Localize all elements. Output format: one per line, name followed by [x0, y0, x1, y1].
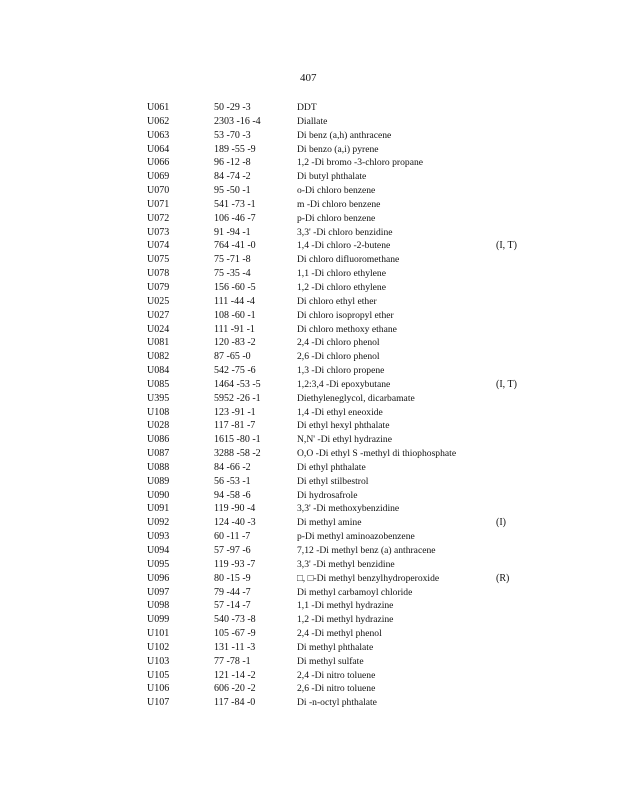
table-row	[147, 184, 547, 198]
substance-name: 3,3' -Di chloro benzidine	[297, 226, 393, 238]
waste-code: U086	[147, 434, 170, 446]
table-row	[147, 530, 547, 544]
waste-code: U082	[147, 351, 170, 363]
substance-name: 2,6 -Di chloro phenol	[297, 351, 380, 363]
waste-code: U106	[147, 683, 170, 695]
table-row	[147, 516, 547, 530]
waste-code: U395	[147, 392, 170, 404]
cas-number: 606 -20 -2	[214, 683, 256, 695]
substance-name: 2,4 -Di methyl phenol	[297, 628, 382, 640]
waste-code: U064	[147, 143, 170, 155]
substance-name: Di benzo (a,i) pyrene	[297, 143, 379, 155]
substance-name: Di ethyl stilbestrol	[297, 475, 369, 487]
waste-code: U102	[147, 641, 170, 653]
substance-name: Di hydrosafrole	[297, 489, 358, 501]
substance-name: 1,2 -Di methyl hydrazine	[297, 614, 394, 626]
waste-code: U098	[147, 600, 170, 612]
cas-number: 56 -53 -1	[214, 475, 251, 487]
table-row	[147, 129, 547, 143]
cas-number: 124 -40 -3	[214, 517, 256, 529]
cas-number: 123 -91 -1	[214, 406, 256, 418]
table-row	[147, 641, 547, 655]
table-row	[147, 350, 547, 364]
cas-number: 80 -15 -9	[214, 572, 251, 584]
table-row	[147, 447, 547, 461]
waste-code: U099	[147, 614, 170, 626]
table-row	[147, 378, 547, 392]
waste-code: U079	[147, 281, 170, 293]
table-row	[147, 101, 547, 115]
substance-name: 3,3' -Di methoxybenzidine	[297, 503, 400, 515]
substance-name: Di benz (a,h) anthracene	[297, 129, 392, 141]
waste-code: U090	[147, 489, 170, 501]
waste-code: U089	[147, 475, 170, 487]
substance-name: Di methyl amine	[297, 517, 362, 529]
page-number: 407	[300, 72, 317, 84]
substance-name: 1,1 -Di chloro ethylene	[297, 268, 386, 280]
substance-name: 7,12 -Di methyl benz (a) anthracene	[297, 545, 436, 556]
cas-number: 120 -83 -2	[214, 337, 256, 349]
cas-number: 119 -93 -7	[214, 558, 256, 570]
substance-name: Di chloro difluoromethane	[297, 254, 400, 266]
cas-number: 764 -41 -0	[214, 240, 256, 252]
cas-number: 96 -12 -8	[214, 157, 251, 169]
waste-code: U085	[147, 378, 170, 390]
table-row	[147, 599, 547, 613]
waste-code: U097	[147, 586, 170, 598]
waste-code: U101	[147, 628, 170, 640]
table-row	[147, 406, 547, 420]
table-row	[147, 115, 547, 129]
table-row	[147, 253, 547, 267]
cas-number: 121 -14 -2	[214, 669, 256, 681]
waste-code: U062	[147, 115, 170, 127]
table-row	[147, 489, 547, 503]
waste-code: U096	[147, 572, 170, 584]
waste-code: U093	[147, 531, 170, 543]
cas-number: 84 -66 -2	[214, 461, 251, 473]
table-row	[147, 392, 547, 406]
waste-code: U072	[147, 212, 170, 224]
cas-number: 542 -75 -6	[214, 365, 256, 377]
waste-code: U024	[147, 323, 170, 335]
substance-name: O,O -Di ethyl S -methyl di thiophosphate	[297, 448, 457, 460]
substance-name: □, □-Di methyl benzylhydroperoxide	[297, 572, 440, 584]
cas-number: 189 -55 -9	[214, 143, 256, 155]
waste-code: U071	[147, 198, 170, 210]
table-row	[147, 239, 547, 253]
substance-name: 1,2 -Di bromo -3-chloro propane	[297, 157, 424, 169]
waste-code: U025	[147, 295, 170, 307]
substance-name: N,N' -Di ethyl hydrazine	[297, 434, 392, 446]
table-row	[147, 544, 547, 558]
table-row	[147, 143, 547, 157]
waste-code: U073	[147, 226, 170, 238]
substance-name: 2,6 -Di nitro toluene	[297, 683, 376, 695]
waste-code: U075	[147, 254, 170, 266]
cas-number: 79 -44 -7	[214, 586, 251, 598]
substance-name: Di methyl sulfate	[297, 655, 364, 667]
waste-code: U028	[147, 420, 170, 432]
cas-number: 91 -94 -1	[214, 226, 251, 238]
table-row	[147, 627, 547, 641]
hazard-code: (I, T)	[496, 378, 517, 390]
cas-number: 75 -35 -4	[214, 268, 251, 280]
table-row	[147, 156, 547, 170]
table-row	[147, 419, 547, 433]
table-row	[147, 226, 547, 240]
table-row	[147, 309, 547, 323]
waste-code: U094	[147, 545, 170, 556]
waste-code: U078	[147, 268, 170, 280]
table-row	[147, 475, 547, 489]
hazard-code: (I)	[496, 517, 506, 529]
cas-number: 50 -29 -3	[214, 102, 251, 113]
table-row	[147, 364, 547, 378]
substance-name: 1,4 -Di ethyl eneoxide	[297, 406, 383, 418]
waste-code: U091	[147, 503, 170, 515]
substance-name: 1,1 -Di methyl hydrazine	[297, 600, 394, 612]
table-row	[147, 558, 547, 572]
substance-name: Di -n-octyl phthalate	[297, 697, 377, 709]
table-row	[147, 502, 547, 516]
cas-number: 87 -65 -0	[214, 351, 251, 363]
cas-number: 1464 -53 -5	[214, 378, 261, 390]
cas-number: 95 -50 -1	[214, 185, 251, 197]
waste-code: U066	[147, 157, 170, 169]
cas-number: 111 -91 -1	[214, 323, 255, 335]
substance-name: 1,2 -Di chloro ethylene	[297, 281, 386, 293]
cas-number: 2303 -16 -4	[214, 115, 261, 127]
cas-number: 57 -97 -6	[214, 545, 251, 556]
table-row	[147, 572, 547, 586]
substance-name: Di butyl phthalate	[297, 171, 367, 183]
hazardous-waste-table	[147, 101, 547, 710]
table-row	[147, 461, 547, 475]
table-row	[147, 669, 547, 683]
table-row	[147, 586, 547, 600]
hazard-code: (R)	[496, 572, 510, 584]
cas-number: 3288 -58 -2	[214, 448, 261, 460]
substance-name: 2,4 -Di nitro toluene	[297, 669, 376, 681]
cas-number: 75 -71 -8	[214, 254, 251, 266]
cas-number: 57 -14 -7	[214, 600, 251, 612]
waste-code: U070	[147, 185, 170, 197]
cas-number: 111 -44 -4	[214, 295, 255, 307]
substance-name: Di chloro ethyl ether	[297, 295, 377, 307]
substance-name: Di ethyl hexyl phthalate	[297, 420, 390, 432]
waste-code: U105	[147, 669, 170, 681]
cas-number: 117 -81 -7	[214, 420, 256, 432]
cas-number: 1615 -80 -1	[214, 434, 261, 446]
waste-code: U069	[147, 171, 170, 183]
table-row	[147, 336, 547, 350]
waste-code: U074	[147, 240, 170, 252]
cas-number: 106 -46 -7	[214, 212, 256, 224]
waste-code: U087	[147, 448, 170, 460]
table-row	[147, 613, 547, 627]
substance-name: p-Di chloro benzene	[297, 212, 376, 224]
table-row	[147, 281, 547, 295]
table-row	[147, 433, 547, 447]
waste-code: U081	[147, 337, 170, 349]
substance-name: 1,3 -Di chloro propene	[297, 365, 385, 377]
waste-code: U107	[147, 697, 170, 709]
cas-number: 156 -60 -5	[214, 281, 256, 293]
table-row	[147, 655, 547, 669]
substance-name: 2,4 -Di chloro phenol	[297, 337, 380, 349]
substance-name: Di methyl carbamoyl chloride	[297, 586, 413, 598]
cas-number: 77 -78 -1	[214, 655, 251, 667]
waste-code: U063	[147, 129, 170, 141]
hazard-code: (I, T)	[496, 240, 517, 252]
cas-number: 105 -67 -9	[214, 628, 256, 640]
table-row	[147, 198, 547, 212]
cas-number: 119 -90 -4	[214, 503, 256, 515]
table-row	[147, 682, 547, 696]
waste-code: U088	[147, 461, 170, 473]
substance-name: Di chloro methoxy ethane	[297, 323, 397, 335]
substance-name: DDT	[297, 102, 317, 113]
cas-number: 53 -70 -3	[214, 129, 251, 141]
substance-name: Di methyl phthalate	[297, 641, 374, 653]
table-row	[147, 295, 547, 309]
substance-name: m -Di chloro benzene	[297, 198, 381, 210]
table-row	[147, 212, 547, 226]
waste-code: U108	[147, 406, 170, 418]
cas-number: 5952 -26 -1	[214, 392, 261, 404]
table-row	[147, 267, 547, 281]
substance-name: Di ethyl phthalate	[297, 461, 366, 473]
table-row	[147, 170, 547, 184]
waste-code: U092	[147, 517, 170, 529]
substance-name: 3,3' -Di methyl benzidine	[297, 558, 395, 570]
cas-number: 541 -73 -1	[214, 198, 256, 210]
substance-name: p-Di methyl aminoazobenzene	[297, 531, 415, 543]
cas-number: 60 -11 -7	[214, 531, 251, 543]
table-row	[147, 323, 547, 337]
substance-name: 1,2:3,4 -Di epoxybutane	[297, 378, 391, 390]
substance-name: 1,4 -Di chloro -2-butene	[297, 240, 391, 252]
cas-number: 117 -84 -0	[214, 697, 256, 709]
substance-name: Diethyleneglycol, dicarbamate	[297, 392, 415, 404]
waste-code: U103	[147, 655, 170, 667]
waste-code: U061	[147, 102, 170, 113]
table-row	[147, 696, 547, 710]
cas-number: 131 -11 -3	[214, 641, 256, 653]
waste-code: U095	[147, 558, 170, 570]
cas-number: 108 -60 -1	[214, 309, 256, 321]
substance-name: o-Di chloro benzene	[297, 185, 376, 197]
cas-number: 540 -73 -8	[214, 614, 256, 626]
waste-code: U027	[147, 309, 170, 321]
cas-number: 84 -74 -2	[214, 171, 251, 183]
substance-name: Di chloro isopropyl ether	[297, 309, 394, 321]
cas-number: 94 -58 -6	[214, 489, 251, 501]
substance-name: Diallate	[297, 115, 328, 127]
waste-code: U084	[147, 365, 170, 377]
